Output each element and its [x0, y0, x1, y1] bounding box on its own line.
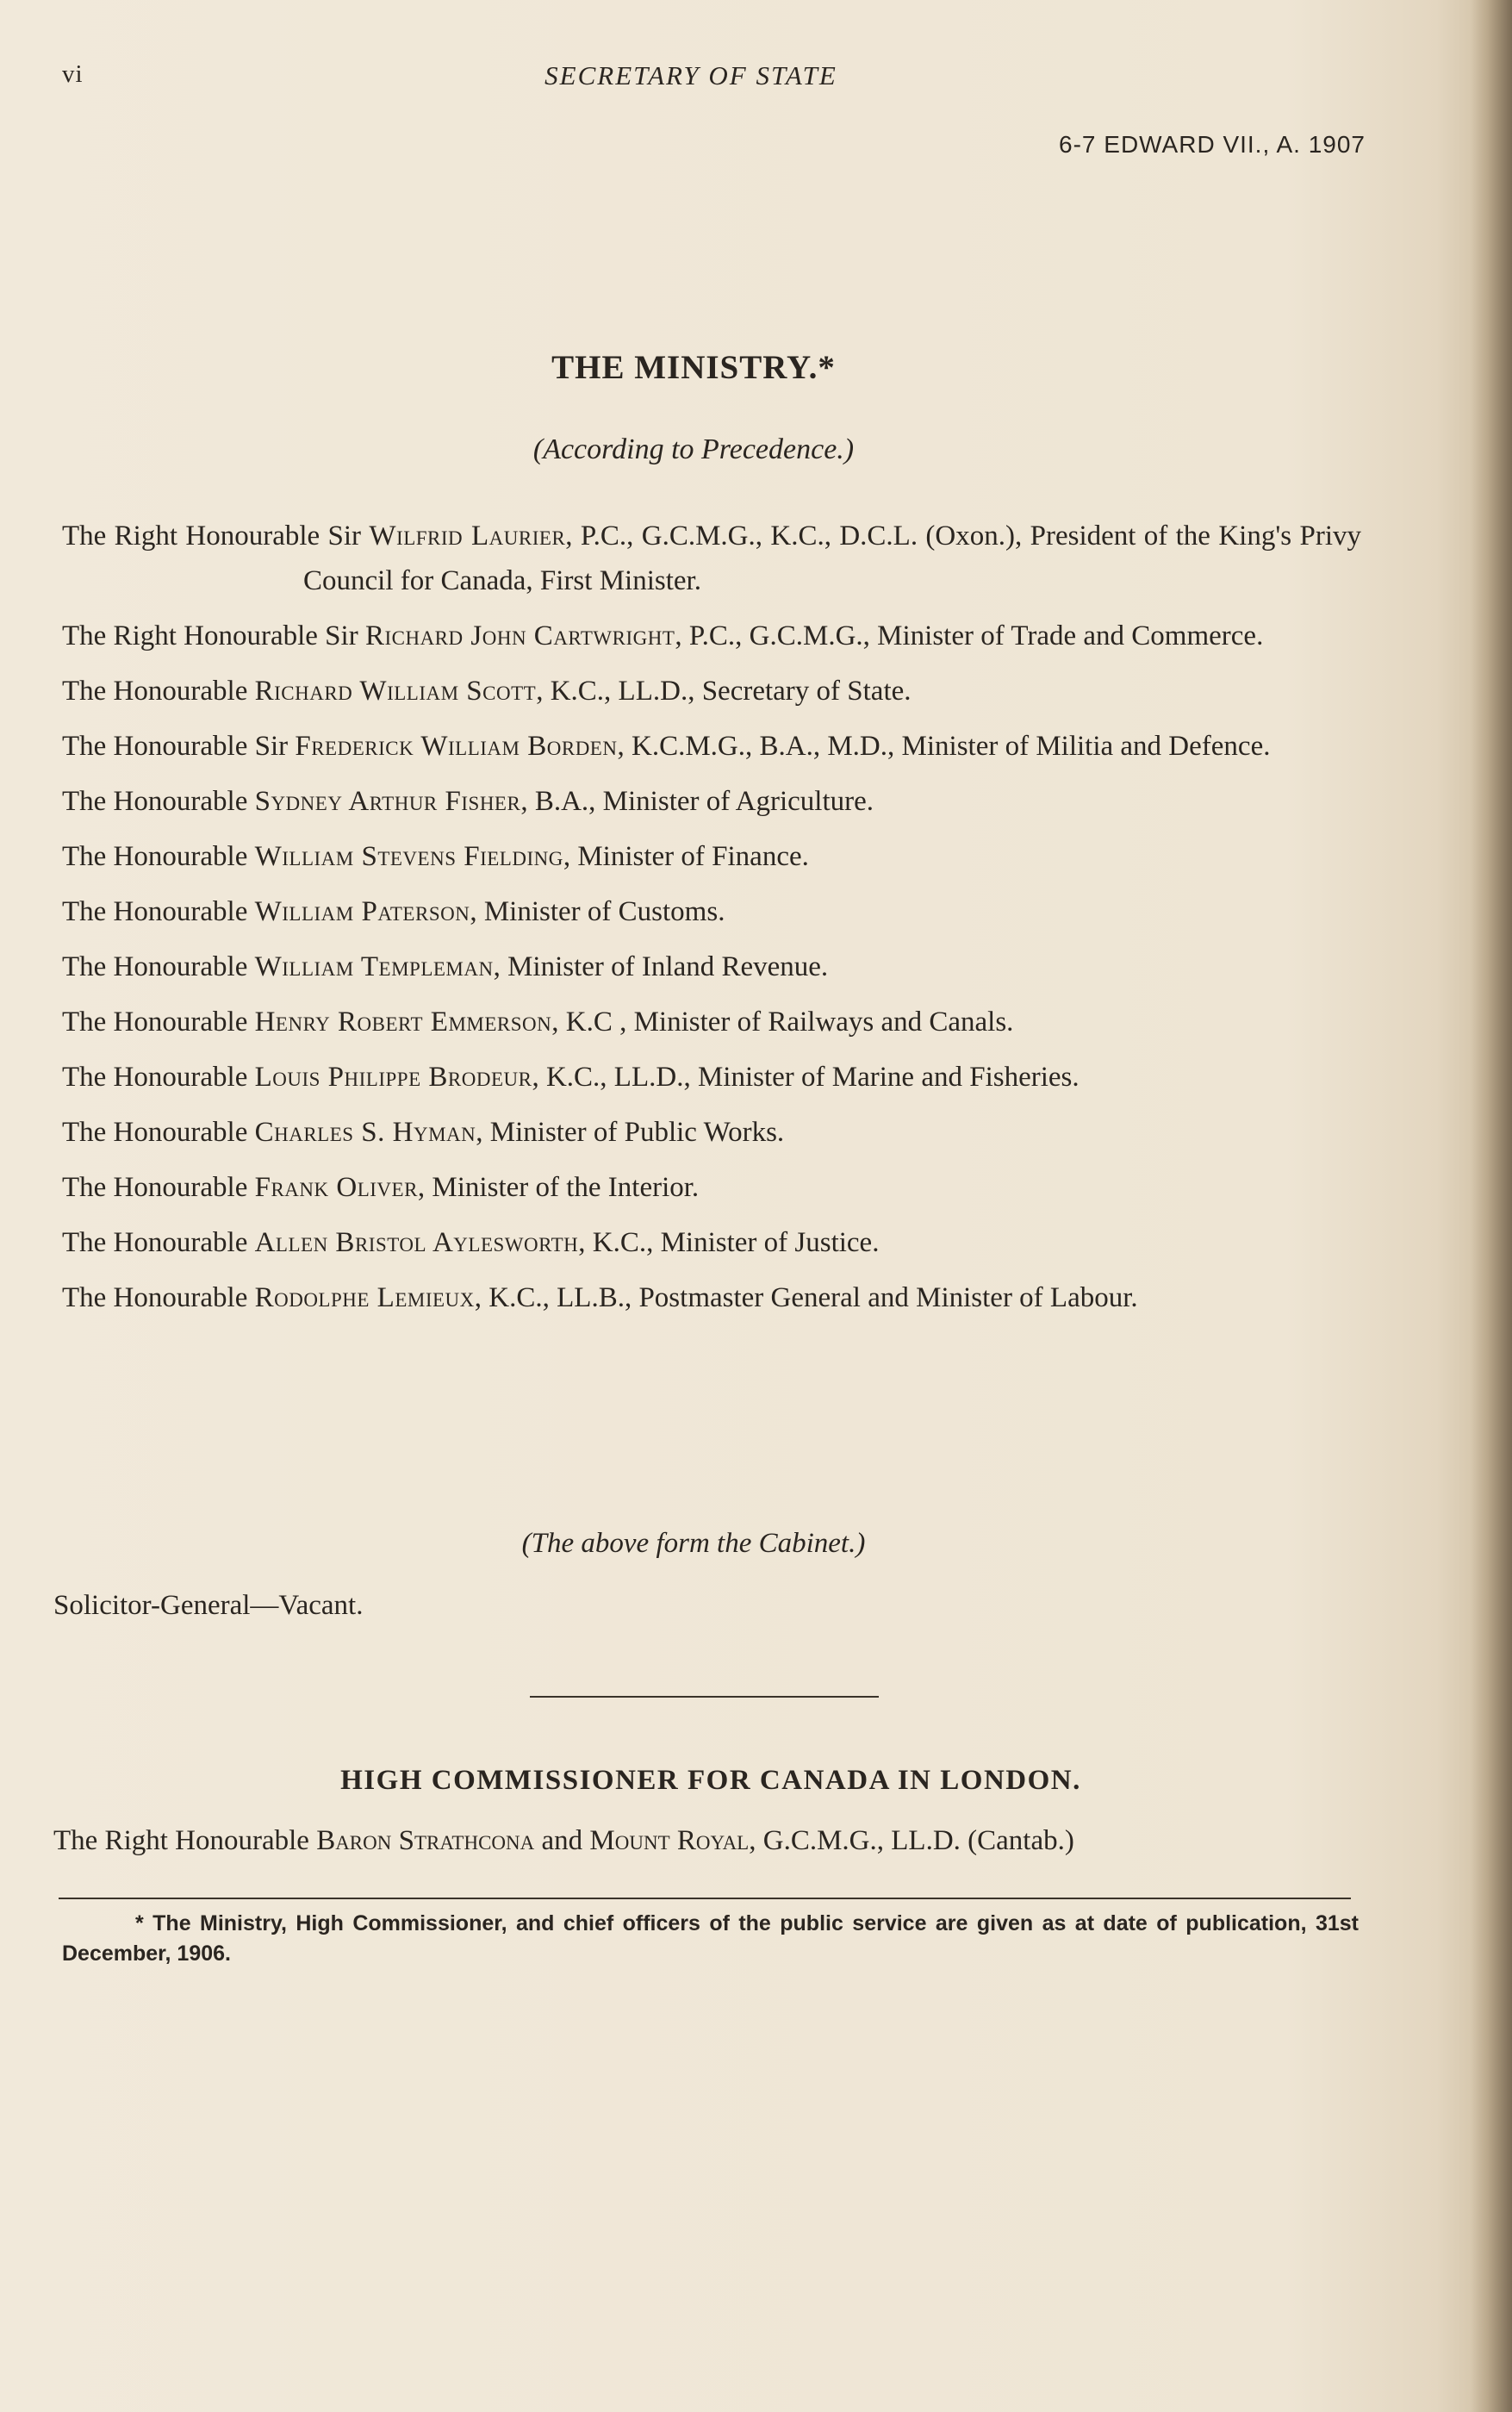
minister-name: Richard John Cartwright	[364, 620, 675, 651]
session-label: 6-7 EDWARD VII., A. 1907	[1059, 131, 1366, 158]
minister-details: , B.A., Minister of Agriculture.	[520, 786, 874, 817]
minister-entry	[62, 944, 1361, 989]
page-edge-shadow	[1471, 0, 1512, 2412]
minister-details: , P.C., G.C.M.G., Minister of Trade and Commerce.	[675, 620, 1264, 651]
minister-details: , Minister of Customs.	[470, 896, 725, 927]
minister-entry	[62, 834, 1361, 879]
footnote: * The Ministry, High Commissioner, and chief officers of the public service are given as at date of publication, 31st December, 1906.	[62, 1911, 1359, 1966]
minister-name: Allen Bristol Aylesworth	[254, 1227, 579, 1258]
minister-name: Charles S. Hyman	[254, 1117, 476, 1148]
minister-prefix: The Honourable	[62, 676, 255, 707]
minister-details: , Minister of Finance.	[563, 841, 809, 872]
minister-details: , Minister of the Interior.	[417, 1172, 700, 1203]
minister-prefix: The Honourable	[62, 951, 255, 982]
minister-prefix: The Honourable	[62, 896, 255, 927]
ministry-subtitle: (According to Precedence.)	[532, 433, 855, 465]
minister-name: William Templeman	[254, 951, 494, 982]
minister-prefix: The Honourable	[62, 1282, 255, 1313]
minister-details: , K.C.M.G., B.A., M.D., Minister of Militia and Defence.	[617, 731, 1271, 762]
high-commissioner-title: HIGH COMMISSIONER FOR CANADA IN LONDON.	[340, 1765, 1081, 1796]
minister-details: , P.C., G.C.M.G., K.C., D.C.L. (Oxon.), President of the King's Privy Council for Canada, First Minister.	[303, 520, 1361, 596]
solicitor-general-line: Solicitor-General—Vacant.	[53, 1590, 364, 1621]
minister-prefix: The Honourable	[62, 1007, 255, 1038]
minister-name: Frederick William Borden	[295, 731, 618, 762]
minister-name: William Paterson	[254, 896, 470, 927]
hc-prefix: The Right Honourable	[53, 1825, 309, 1856]
minister-details: , K.C., LL.B., Postmaster General and Minister of Labour.	[474, 1282, 1138, 1313]
minister-name: Sydney Arthur Fisher	[254, 786, 521, 817]
minister-entry	[62, 1165, 1361, 1210]
minister-details: , K.C., LL.D., Secretary of State.	[536, 676, 912, 707]
minister-details: , Minister of Public Works.	[476, 1117, 785, 1148]
minister-details: , K.C., Minister of Justice.	[578, 1227, 880, 1258]
minister-prefix: The Honourable Sir	[62, 731, 296, 762]
running-title: SECRETARY OF STATE	[544, 60, 837, 90]
minister-name: Rodolphe Lemieux	[254, 1282, 475, 1313]
minister-entry	[62, 1055, 1361, 1100]
minister-prefix: The Honourable	[62, 841, 255, 872]
minister-entry	[62, 669, 1361, 714]
minister-prefix: The Honourable	[62, 786, 255, 817]
minister-prefix: The Honourable	[62, 1062, 255, 1093]
minister-name: Louis Philippe Brodeur	[254, 1062, 532, 1093]
section-divider	[530, 1696, 879, 1698]
cabinet-note: (The above form the Cabinet.)	[521, 1528, 866, 1559]
minister-entry	[62, 1000, 1361, 1044]
hc-suffix: , G.C.M.G., LL.D. (Cantab.)	[749, 1825, 1074, 1856]
minister-entry	[62, 1275, 1361, 1320]
minister-prefix: The Honourable	[62, 1117, 255, 1148]
minister-details: , K.C., LL.D., Minister of Marine and Fisheries.	[532, 1062, 1080, 1093]
ministry-list	[62, 514, 1361, 1331]
minister-prefix: The Right Honourable Sir	[62, 620, 365, 651]
minister-entry	[62, 614, 1361, 658]
minister-details: , Minister of Inland Revenue.	[493, 951, 829, 982]
minister-entry	[62, 514, 1361, 603]
minister-details: , K.C , Minister of Railways and Canals.	[551, 1007, 1014, 1038]
hc-name-1: Baron Strathcona	[316, 1825, 535, 1856]
running-header	[62, 60, 1363, 98]
high-commissioner-entry	[53, 1825, 1363, 1857]
page-number: vi	[62, 60, 84, 88]
minister-prefix: The Honourable	[62, 1227, 255, 1258]
minister-entry	[62, 724, 1361, 769]
minister-entry	[62, 1110, 1361, 1155]
minister-entry	[62, 1220, 1361, 1265]
minister-entry	[62, 889, 1361, 934]
minister-entry	[62, 779, 1361, 824]
minister-name: Frank Oliver	[254, 1172, 418, 1203]
minister-prefix: The Right Honourable Sir	[62, 520, 370, 552]
minister-prefix: The Honourable	[62, 1172, 255, 1203]
footnote-rule	[59, 1898, 1351, 1899]
minister-name: Henry Robert Emmerson	[254, 1007, 552, 1038]
minister-name: William Stevens Fielding	[254, 841, 563, 872]
hc-name-2: Mount Royal	[589, 1825, 750, 1856]
ministry-title: THE MINISTRY.*	[551, 349, 836, 386]
hc-joiner: and	[541, 1825, 583, 1856]
minister-name: Wilfrid Laurier	[369, 520, 566, 552]
minister-name: Richard William Scott	[254, 676, 537, 707]
